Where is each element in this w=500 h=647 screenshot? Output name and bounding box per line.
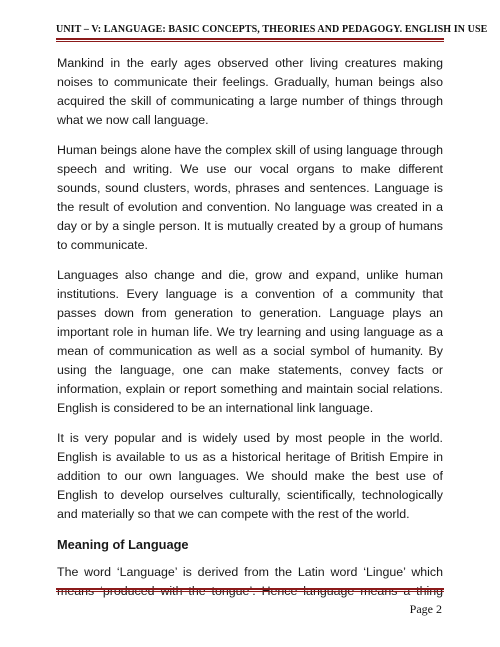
section-heading: Meaning of Language	[57, 537, 189, 552]
header-rule-thin	[56, 41, 444, 42]
header-rule-thick	[56, 38, 444, 40]
footer-rule-thick	[56, 588, 444, 590]
section-paragraph: The word ‘Language’ is derived from the Latin word ‘Lingue’ which	[57, 565, 443, 579]
page-number: Page 2	[409, 602, 442, 616]
paragraph-1: Mankind in the early ages observed other living creatures making noises to communicate their feelings. Gradually, human beings also acquired the skill of communicating a large number of things through what we now call language.	[57, 56, 443, 127]
paragraph-4: It is very popular and is widely used by most people in the world. English is available to us as a historical heritage of British Empire in addition to our own languages. We should make the best use of English to develop ourselves culturally, scientifically, technologically and materially so that we can compete with the rest of the world.	[57, 431, 443, 521]
paragraph-3: Languages also change and die, grow and expand, unlike human institutions. Every language is a convention of a community that passes down from generation to generation. Language plays an important role in human life. We try learning and using language as a mean of communication as well as a social symbol of humanity. By using the language, one can make statements, convey facts or information, explain or report something and maintain social relations. English is considered to be an international link language.	[57, 268, 443, 415]
paragraph-2: Human beings alone have the complex skill of using language through speech and writing. We use our vocal organs to make different sounds, sound clusters, words, phrases and sentences. Language is the result of evolution and convention. No language was created in a day or by a single person. It is mutually created by a group of humans to communicate.	[57, 143, 443, 252]
footer-rule-thin	[56, 591, 444, 592]
running-header: UNIT – V: LANGUAGE: BASIC CONCEPTS, THEORIES AND PEDAGOGY. ENGLISH IN USE	[56, 24, 488, 35]
body-text	[57, 54, 443, 612]
